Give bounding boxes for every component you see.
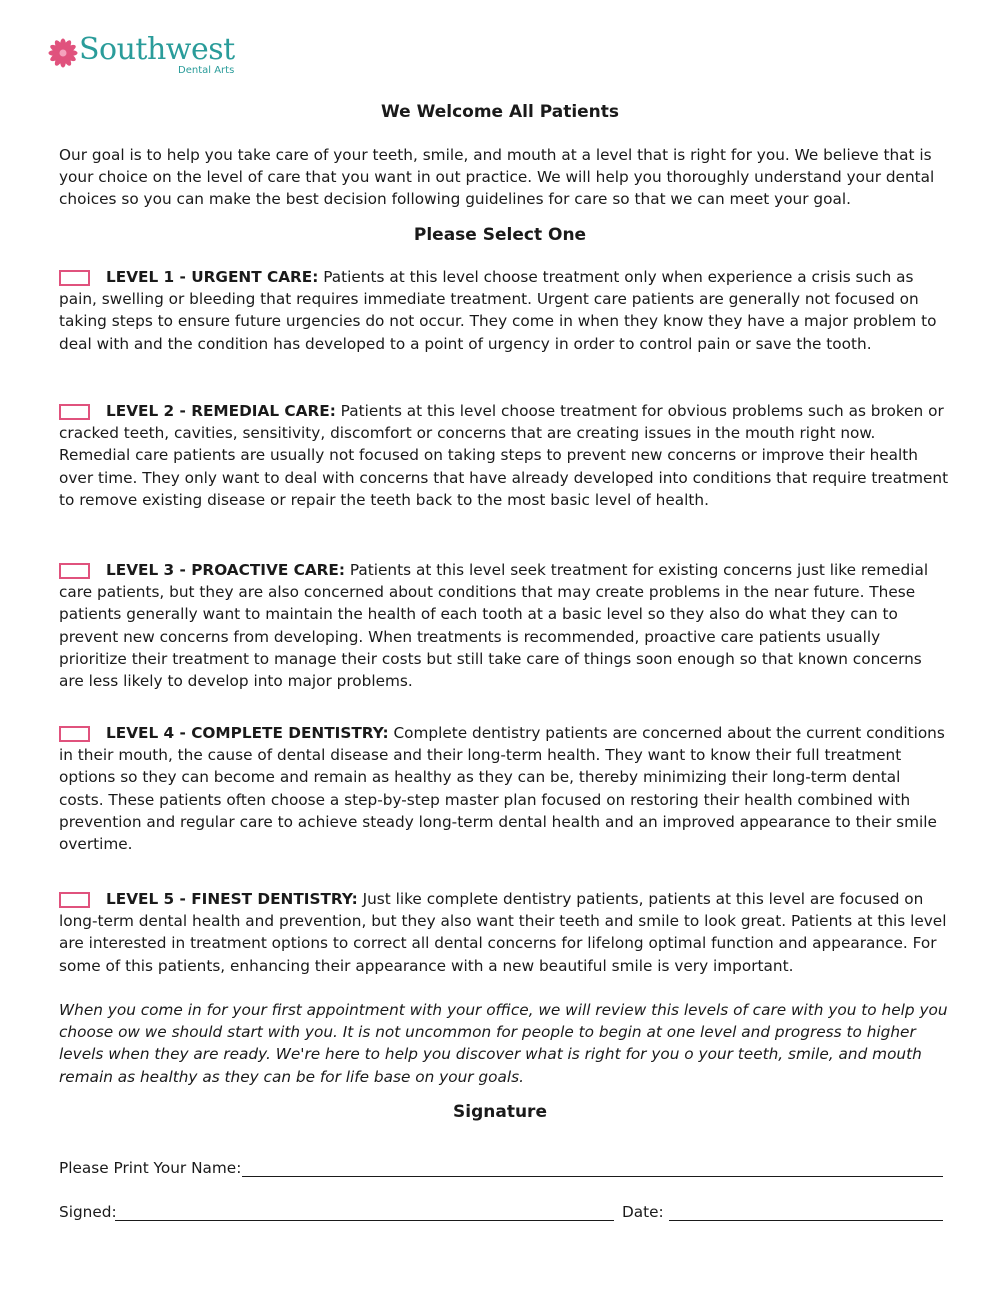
level-1-option	[59, 266, 949, 355]
level-2-checkbox[interactable]	[59, 404, 90, 420]
level-1-checkbox[interactable]	[59, 270, 90, 286]
level-2-option	[59, 400, 949, 511]
level-4-heading: LEVEL 4 - COMPLETE DENTISTRY:	[106, 724, 389, 742]
page-title: We Welcome All Patients	[380, 102, 620, 122]
level-3-description: Patients at this level seek treatment for existing concerns just like remedial care patients, but they are also concerned about conditions that may create problems in the near future. These patients generally want to maintain the health of each tooth at a basic level so they also do what they can to prevent new concerns from developing. When treatments is recommended, proactive care patients usually prioritize their treatment to manage their costs but still take care of things soon enough so that known concerns are less likely to develop into major problems.	[59, 561, 929, 691]
intro-paragraph: Our goal is to help you take care of your teeth, smile, and mouth at a level that is right for you. We believe that is your choice on the level of care that you want in out practice. We will help you thoroughly understand your dental choices so you can make the best decision following guidelines for care so that we can meet your goal.	[59, 146, 935, 209]
date-row	[622, 1201, 943, 1223]
print-name-label: Please Print Your Name:	[59, 1159, 242, 1177]
print-name-row	[59, 1157, 943, 1179]
logo	[48, 32, 248, 82]
level-4-checkbox[interactable]	[59, 726, 90, 742]
print-name-field[interactable]	[242, 1176, 943, 1177]
level-5-description: Just like complete dentistry patients, patients at this level are focused on long-term dental health and prevention, but they also want their teeth and smile to look great. Patients at this level are interested in treatment options to correct all dental concerns for lifelong optimal function and appearance. For some of this patients, enhancing their appearance with a new beautiful smile is very important.	[59, 890, 947, 975]
signed-label: Signed:	[59, 1203, 117, 1221]
level-2-heading: LEVEL 2 - REMEDIAL CARE:	[106, 402, 336, 420]
logo-subtitle: Dental Arts	[178, 65, 235, 76]
logo-name: Southwest	[79, 32, 235, 67]
date-label: Date:	[622, 1203, 664, 1221]
signature-heading: Signature	[453, 1102, 547, 1122]
level-3-option	[59, 559, 949, 692]
level-2-description: Patients at this level choose treatment for obvious problems such as broken or cracked teeth, cavities, sensitivity, discomfort or concerns that are creating issues in the mouth right now. Remedial care patients are usually not focused on taking steps to prevent new concerns or improve their health over time. They only want to deal with concerns that have already developed into conditions that require treatment to remove existing disease or repair the teeth back to the most basic level of health.	[59, 402, 949, 509]
level-1-description: Patients at this level choose treatment only when experience a crisis such as pain, swelling or bleeding that requires immediate treatment. Urgent care patients are generally not focused on taking steps to ensure future urgencies do not occur. They come in when they know they have a major problem to deal with and the condition has developed to a point of urgency in order to control pain or save the tooth.	[59, 268, 937, 353]
select-heading: Please Select One	[413, 225, 587, 245]
level-5-checkbox[interactable]	[59, 892, 90, 908]
level-4-description: Complete dentistry patients are concerned about the current conditions in their mouth, the cause of dental disease and their long-term health. They want to know their full treatment options so they can become and remain as healthy as they can be, thereby minimizing their long-term dental costs. These patients often choose a step-by-step master plan focused on restoring their health combined with prevention and regular care to achieve steady long-term dental health and an improved appearance to their smile overtime.	[59, 724, 945, 854]
signed-field[interactable]	[115, 1220, 614, 1221]
date-field[interactable]	[669, 1220, 943, 1221]
level-5-option	[59, 888, 949, 977]
flower-icon	[48, 38, 78, 68]
level-5-heading: LEVEL 5 - FINEST DENTISTRY:	[106, 890, 358, 908]
level-3-checkbox[interactable]	[59, 563, 90, 579]
level-1-heading: LEVEL 1 - URGENT CARE:	[106, 268, 319, 286]
level-4-option	[59, 722, 949, 855]
level-3-heading: LEVEL 3 - PROACTIVE CARE:	[106, 561, 345, 579]
signed-row	[59, 1201, 614, 1223]
closing-paragraph: When you come in for your first appointment with your office, we will review this levels of care with you to help you choose ow we should start with you. It is not uncommon for people to begin at one level and progress to higher levels when they are ready. We're here to help you discover what is right for you o your teeth, smile, and mouth remain as healthy as they can be for life base on your goals.	[59, 1001, 948, 1086]
